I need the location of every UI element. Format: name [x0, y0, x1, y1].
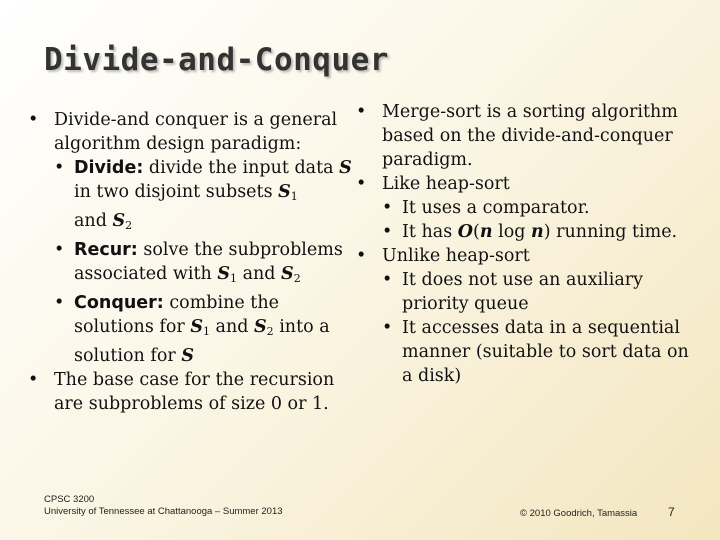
bullet-marker: •: [54, 240, 65, 260]
bullet-text: Divide-and conquer is a general algorithm design paradigm:: [54, 110, 338, 154]
bullet-merge-sort: [356, 100, 701, 172]
sub-bullet-no-priority-queue: [382, 268, 701, 316]
bullet-marker: •: [54, 158, 65, 178]
bullet-unlike-heap-sort: [356, 244, 701, 268]
sub-bullet-recur: • Recur: solve the subproblems associated with $S_1$ and $S_2$: [54, 240, 343, 285]
sub-bullet-divide: • Divide: divide the input data S in two disjoint subsets $S_1$ and $S_2$: [54, 158, 352, 232]
bullet-marker: •: [382, 198, 393, 218]
bullet-text: It does not use an auxiliary priority queue: [402, 270, 644, 314]
sub-bullet-conquer: • Conquer: combine the solutions for $S_1$ and $S_2$ into a solution for S: [54, 293, 330, 366]
bullet-marker: •: [382, 222, 393, 242]
bullet-marker: •: [356, 246, 367, 266]
right-column: [356, 100, 701, 388]
bullet-text: It uses a comparator.: [402, 198, 590, 218]
footer-course: CPSC 3200: [44, 494, 95, 505]
bullet-marker: •: [28, 110, 39, 130]
bullet-text: Unlike heap-sort: [382, 246, 530, 266]
sub-bullet-comparator: [382, 196, 701, 220]
slide-title: Divide-and-Conquer: [44, 42, 389, 78]
bullet-marker: •: [54, 293, 65, 313]
footer-copyright: © 2010 Goodrich, Tamassia: [520, 508, 638, 519]
sub-bullet-running-time: • It has O(n log n) running time.: [382, 222, 678, 242]
bullet-marker: •: [356, 174, 367, 194]
term-divide: Divide:: [74, 158, 144, 178]
bullet-text: It accesses data in a sequential manner (suitable to sort data on a disk): [402, 318, 689, 386]
sub-bullet-sequential: [382, 316, 701, 388]
bullet-paradigm: [28, 108, 358, 156]
page-number: 7: [668, 505, 675, 519]
term-conquer: Conquer:: [74, 293, 164, 313]
bullet-text: Merge-sort is a sorting algorithm based on the divide-and-conquer paradigm.: [382, 102, 678, 170]
footer-course-info: [44, 494, 283, 518]
bullet-marker: •: [28, 370, 39, 390]
bullet-text: Like heap-sort: [382, 174, 510, 194]
bullet-text: The base case for the recursion are subproblems of size 0 or 1.: [54, 370, 335, 414]
left-column: [28, 108, 358, 416]
bullet-marker: •: [356, 102, 367, 122]
bullet-marker: •: [382, 270, 393, 290]
bullet-like-heap-sort: [356, 172, 701, 196]
footer-institution: University of Tennessee at Chattanooga – Summer 2013: [44, 506, 283, 517]
term-recur: Recur:: [74, 240, 138, 260]
bullet-base-case: [28, 368, 358, 416]
bullet-marker: •: [382, 318, 393, 338]
